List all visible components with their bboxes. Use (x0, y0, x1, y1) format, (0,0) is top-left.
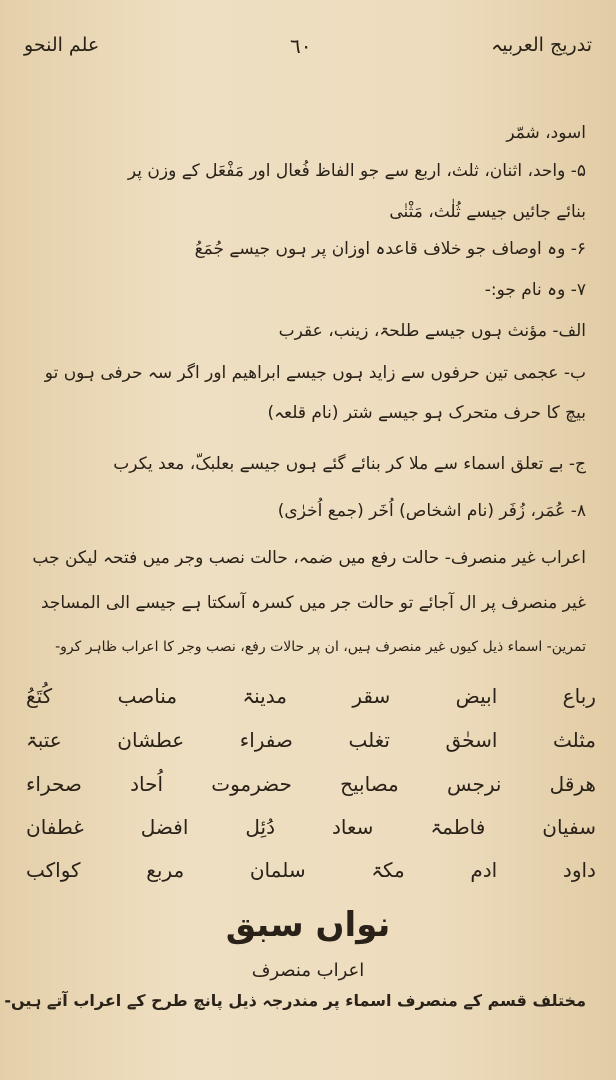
exercise-word: نرجس (446, 772, 502, 796)
exercise-word: دُئِل (245, 815, 275, 839)
exercise-word: افضل (140, 815, 189, 839)
exercise-row (26, 858, 596, 882)
exercise-word: تغلب (348, 728, 390, 752)
book-title: تدریج العربیہ (491, 34, 592, 56)
exercise-word: صحراء (26, 772, 82, 796)
text-line: ۷- وہ نام جو:- (484, 280, 586, 300)
exercise-word: ھرقل (549, 772, 596, 796)
lesson-subtitle: اعراب منصرف (251, 960, 365, 981)
exercise-word: کُتَعُ (26, 684, 53, 708)
subject-title: علم النحو (24, 34, 100, 56)
text-line: ۵- واحد، اثنان، ثلث، اربع سے جو الفاظ فُعال اور مَفْعَل کے وزن پر (127, 161, 586, 181)
text-line: ۸- عُمَر، زُفَر (نام اشخاص) اُخَر (جمع اُخرٰی) (277, 501, 586, 521)
exercise-word: اسحٰق (445, 728, 498, 752)
lesson-text: مختلف قسم کے منصرف اسماء پر مندرجہ ذیل پانچ طرح کے اعراب آتے ہیں- (4, 991, 586, 1010)
text-line: ۶- وہ اوصاف جو خلاف قاعدہ اوزان پر ہوں جیسے جُمَعُ (194, 239, 586, 259)
exercise-word: عطشان (117, 728, 185, 752)
exercise-row (26, 728, 596, 752)
lesson-title: نواں سبق (225, 905, 391, 945)
exercise-word: مثلث (552, 728, 596, 752)
exercise-word: اُحاد (130, 772, 164, 796)
text-line: بیچ کا حرف متحرک ہو جیسے شتر (نام قلعہ) (267, 403, 586, 423)
exercise-word: مکۃ (371, 858, 405, 882)
exercise-word: ادم (470, 858, 498, 882)
exercise-row (26, 815, 596, 839)
exercise-word: فاطمۃ (430, 815, 486, 839)
exercise-word: کواکب (26, 858, 81, 882)
exercise-word: مصابیح (340, 772, 399, 796)
exercise-row (26, 684, 596, 708)
exercise-word: مناصب (117, 684, 178, 708)
exercise-word: سقر (352, 684, 391, 708)
exercise-word: سلمان (249, 858, 306, 882)
text-line: الف- مؤنث ہوں جیسے طلحۃ، زینب، عقرب (278, 321, 586, 341)
exercise-word: مربع (146, 858, 185, 882)
page-number: ٦٠ (290, 34, 312, 58)
exercise-word: مدینۃ (242, 684, 287, 708)
text-line: ب- عجمی تین حرفوں سے زاید ہوں جیسے ابراھیم اور اگر سہ حرفی ہوں تو (44, 363, 586, 383)
text-line: غیر منصرف پر ال آجائے تو حالت جر میں کسرہ آسکتا ہے جیسے الی المساجد (41, 593, 586, 613)
exercise-word: سفیان (542, 815, 596, 839)
exercise-word: ابیض (455, 684, 498, 708)
exercise-word: سعاد (332, 815, 374, 839)
exercise-word: داود (562, 858, 596, 882)
exercise-word: غطفان (26, 815, 84, 839)
text-line: بنائے جائیں جیسے ثُلٰث، مَثْنٰی (389, 202, 586, 222)
exercise-word: صفراء (239, 728, 293, 752)
text-line: اسود، شمّر (506, 123, 586, 143)
exercise-word: عتبۃ (26, 728, 62, 752)
exercise-instruction: تمرین- اسماء ذیل کیوں غیر منصرف ہیں، ان پر حالات رفع، نصب وجر کا اعراب ظاہر کرو- (55, 639, 586, 655)
exercise-row (26, 772, 596, 796)
text-line: اعراب غیر منصرف- حالت رفع میں ضمہ، حالت نصب وجر میں فتحہ لیکن جب (32, 548, 586, 568)
text-line: ج- بے تعلق اسماء سے ملا کر بنائے گئے ہوں جیسے بعلبکّ، معد یکرب (113, 454, 586, 474)
exercise-word: رباع (562, 684, 596, 708)
exercise-word: حضرموت (211, 772, 292, 796)
